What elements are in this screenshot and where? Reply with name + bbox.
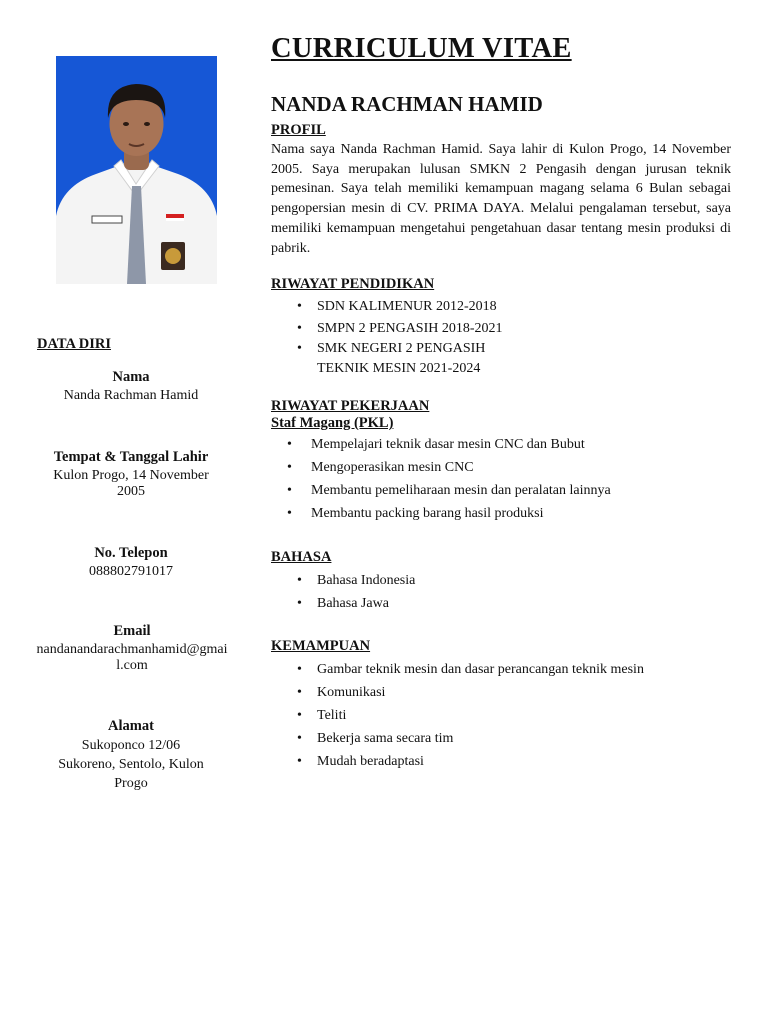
pendidikan-list (271, 298, 503, 380)
bahasa-list (271, 572, 415, 618)
alamat-value: Sukoponco 12/06 Sukoreno, Sentolo, Kulon Progo (58, 738, 204, 791)
profil-text: Nama saya Nanda Rachman Hamid. Saya lahir di Kulon Progo, 14 November 2005. Saya merupakan lulusan SMKN 2 Pengasih dengan jurusan teknik pemesinan. Saya telah memiliki kemampuan magang selama 6 Bulan sebagai pengopersian mesin di CV. PRIMA DAYA. Melalui pengalaman tersebut, saya memiliki kemampuan mengetahui pengetahuan dasar tentang mesin produksi di pabrik. (271, 142, 731, 256)
list-item: • Mempelajari teknik dasar mesin CNC dan Bubut (271, 436, 611, 459)
ttl-label: Tempat & Tanggal Lahir (53, 449, 209, 465)
list-item: • Bekerja sama secara tim (271, 730, 644, 753)
list-item: • Gambar teknik mesin dan dasar perancangan teknik mesin (271, 661, 644, 684)
bahasa-heading: BAHASA (271, 549, 332, 565)
email-label: Email (113, 623, 151, 639)
kemampuan-list (271, 661, 644, 776)
kemampuan-heading: KEMAMPUAN (271, 638, 371, 654)
list-item: • SMPN 2 PENGASIH 2018-2021 (271, 320, 503, 340)
pendidikan-heading: RIWAYAT PENDIDIKAN (271, 276, 435, 292)
pekerjaan-list (271, 436, 611, 528)
pekerjaan-heading: RIWAYAT PEKERJAAN (271, 398, 430, 414)
pekerjaan-subheading: Staf Magang (PKL) (271, 415, 394, 431)
email-value: nandanandarachmanhamid@gmail.com (36, 642, 228, 673)
data-diri-heading: DATA DIRI (37, 336, 111, 352)
telepon-block (30, 545, 232, 580)
list-item: • Teliti (271, 707, 644, 730)
alamat-label: Alamat (108, 718, 154, 734)
nama-block (30, 369, 232, 404)
alamat-block (30, 717, 232, 793)
cv-name: NANDA RACHMAN HAMID (271, 92, 543, 116)
list-item: • Komunikasi (271, 684, 644, 707)
list-item: • Membantu pemeliharaan mesin dan peralatan lainnya (271, 482, 611, 505)
telepon-value: 088802791017 (89, 564, 173, 579)
ttl-block (30, 449, 232, 500)
list-item: • Mengoperasikan mesin CNC (271, 459, 611, 482)
list-item-continuation: TEKNIK MESIN 2021-2024 (317, 361, 481, 376)
nama-value: Nanda Rachman Hamid (63, 388, 199, 403)
person-portrait-icon (56, 56, 217, 284)
profil-heading: PROFIL (271, 122, 326, 138)
list-item: • Bahasa Jawa (271, 595, 415, 618)
list-item: • SMK NEGERI 2 PENGASIH (271, 340, 503, 360)
telepon-label: No. Telepon (94, 545, 168, 561)
ttl-value: Kulon Progo, 14 November 2005 (53, 468, 209, 499)
list-item: • SDN KALIMENUR 2012-2018 (271, 298, 503, 320)
nama-label: Nama (112, 369, 150, 385)
list-item: • Membantu packing barang hasil produksi (271, 505, 611, 528)
cv-title: CURRICULUM VITAE (271, 33, 572, 64)
email-block (36, 623, 228, 674)
list-item: • Mudah beradaptasi (271, 753, 644, 776)
profile-photo (56, 56, 217, 284)
list-item: • Bahasa Indonesia (271, 572, 415, 595)
